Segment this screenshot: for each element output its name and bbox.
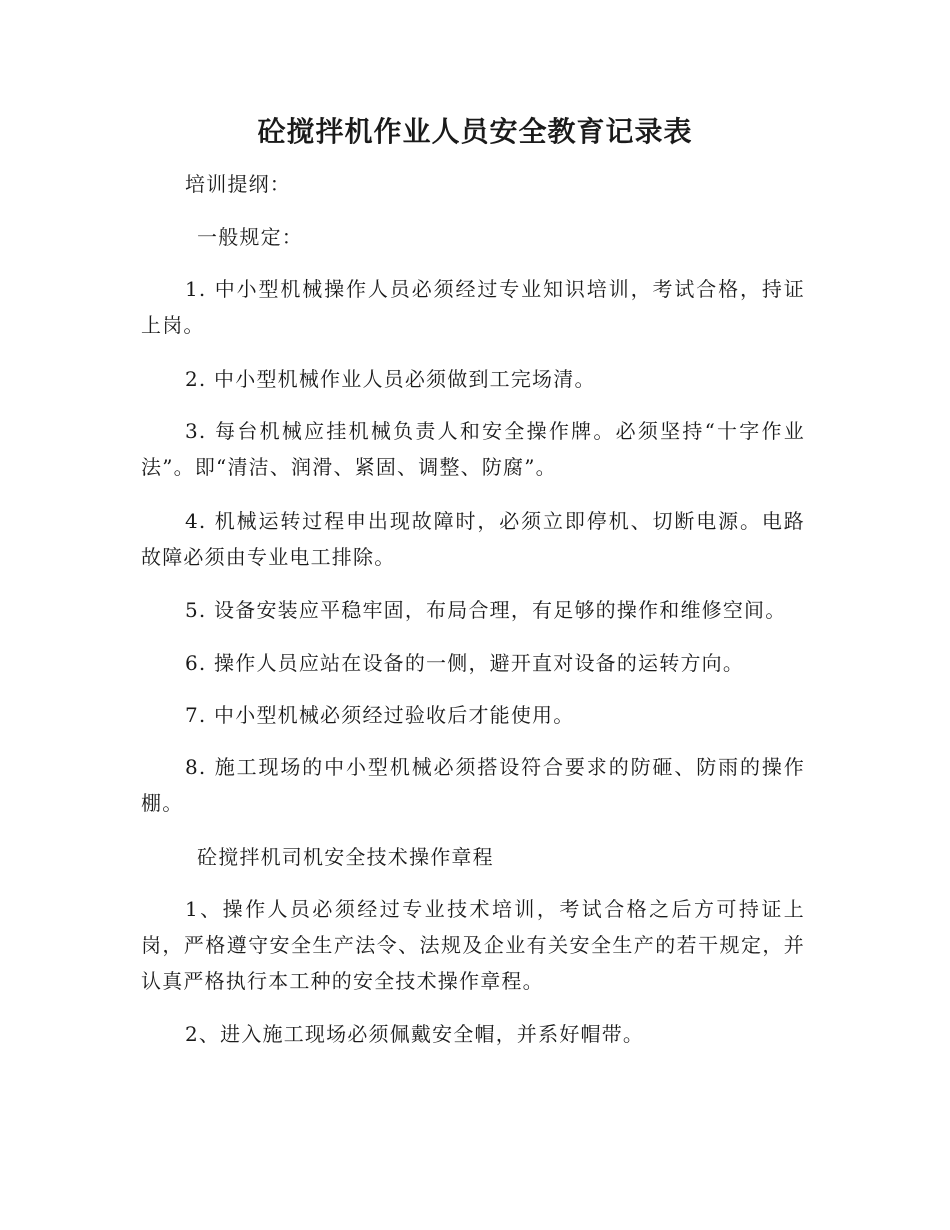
operator-rule-1: 1、操作人员必须经过专业技术培训，考试合格之后方可持证上岗，严格遵守安全生产法令、法规及企业有关安全生产的若干规定，并认真严格执行本工种的安全技术操作章程。 [141,897,805,993]
general-rule-4: 4. 机械运转过程申出现故障时，必须立即停机、切断电源。电路故障必须由专业电工排除。 [141,509,805,569]
operator-rule-2: 2、进入施工现场必须佩戴安全帽，并系好帽带。 [185,1022,645,1046]
general-rule-2: 2. 中小型机械作业人员必须做到工完场清。 [185,367,596,391]
document-title: 砼搅拌机作业人员安全教育记录表 [257,115,693,148]
general-rule-7: 7. 中小型机械必须经过验收后才能使用。 [185,703,575,727]
general-rules-label: 一般规定： [197,225,303,249]
general-rule-1: 1. 中小型机械操作人员必须经过专业知识培训，考试合格，持证上岗。 [141,277,805,337]
operator-rules-label: 砼搅拌机司机安全技术操作章程 [197,845,494,869]
general-rule-6: 6. 操作人员应站在设备的一侧，避开直对设备的运转方向。 [185,651,745,675]
outline-label: 培训提纲： [185,172,291,196]
general-rule-3: 3. 每台机械应挂机械负责人和安全操作牌。必须坚持“十字作业法”。即“清洁、润滑、紧固、调整、防腐”。 [141,419,805,479]
general-rule-8: 8. 施工现场的中小型机械必须搭设符合要求的防砸、防雨的操作棚。 [141,755,805,815]
general-rule-5: 5. 设备安装应平稳牢固，布局合理，有足够的操作和维修空间。 [185,598,787,622]
